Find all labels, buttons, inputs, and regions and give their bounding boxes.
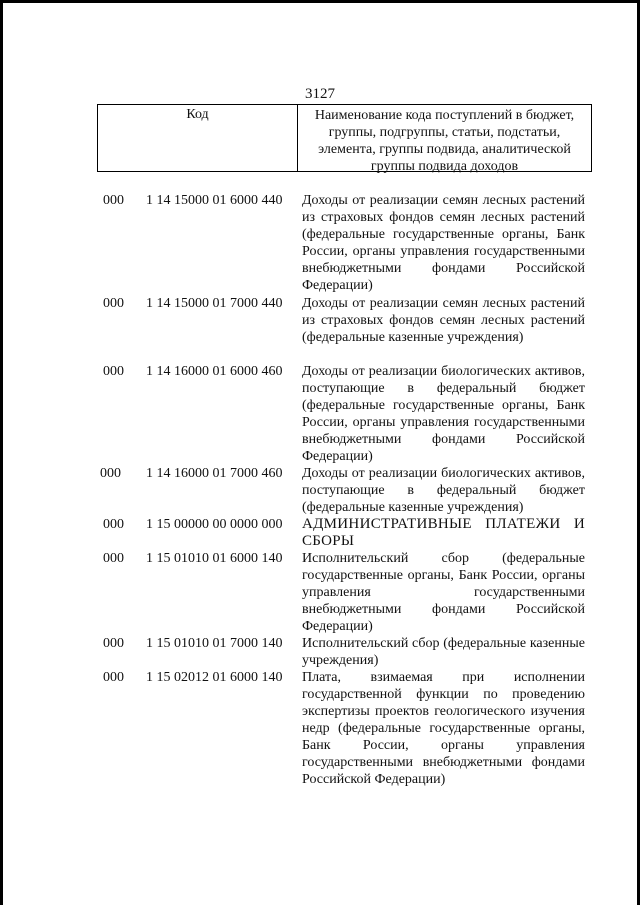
budget-code: 1 14 15000 01 7000 440	[146, 296, 283, 311]
income-name: Исполнительский сбор (федеральные казенные учреждения)	[302, 636, 585, 668]
header-name-column: Наименование кода поступлений в бюджет, группы, подгруппы, статьи, подстатьи, элемента, группы подвида, аналитической группы подвида доходов	[314, 108, 575, 174]
budget-code: 1 15 01010 01 7000 140	[146, 636, 283, 651]
page-number: 3127	[305, 86, 335, 102]
budget-code: 1 15 00000 00 0000 000	[146, 517, 283, 532]
budget-code: 1 14 16000 01 7000 460	[146, 466, 283, 481]
scan-edge-top	[0, 0, 640, 3]
admin-code: 000	[103, 517, 124, 532]
income-codes-list	[0, 192, 640, 805]
income-name: АДМИНИСТРАТИВНЫЕ ПЛАТЕЖИ И СБОРЫ	[302, 516, 585, 549]
table-row	[0, 363, 640, 465]
admin-code: 000	[103, 636, 124, 651]
income-name: Исполнительский сбор (федеральные государственные органы, Банк России, органы управления государственными внебюджетными фондами Российской Федерации)	[302, 551, 585, 634]
table-row	[0, 295, 640, 363]
admin-code: 000	[103, 551, 124, 566]
admin-code: 000	[103, 296, 124, 311]
admin-code: 000	[100, 466, 121, 481]
table-row	[0, 192, 640, 295]
admin-code: 000	[103, 193, 124, 208]
table-row	[0, 635, 640, 669]
budget-code: 1 15 02012 01 6000 140	[146, 670, 283, 685]
income-name: Доходы от реализации семян лесных растений из страховых фондов семян лесных растений (федеральные государственные органы, Банк России, органы управления государственными внебюджетными фондами Российской Федерации)	[302, 193, 585, 293]
table-header	[97, 104, 592, 172]
header-code-column: Код	[98, 105, 298, 171]
admin-code: 000	[103, 364, 124, 379]
table-row	[0, 516, 640, 550]
budget-code: 1 15 01010 01 6000 140	[146, 551, 283, 566]
table-row	[0, 550, 640, 635]
income-name: Доходы от реализации биологических активов, поступающие в федеральный бюджет (федеральные казенные учреждения)	[302, 466, 585, 515]
table-row	[0, 465, 640, 516]
budget-code: 1 14 15000 01 6000 440	[146, 193, 283, 208]
table-row	[0, 669, 640, 805]
income-name: Доходы от реализации семян лесных растений из страховых фондов семян лесных растений (федеральные казенные учреждения)	[302, 296, 585, 345]
income-name: Плата, взимаемая при исполнении государственной функции по проведению экспертизы проектов геологического изучения недр (федеральные государственные органы, Банк России, органы управления государственными внебюджетными фондами Российской Федерации)	[302, 670, 585, 787]
admin-code: 000	[103, 670, 124, 685]
income-name: Доходы от реализации биологических активов, поступающие в федеральный бюджет (федеральные государственные органы, Банк России, органы управления государственными внебюджетными фондами Российской Федерации)	[302, 364, 585, 464]
budget-code: 1 14 16000 01 6000 460	[146, 364, 283, 379]
